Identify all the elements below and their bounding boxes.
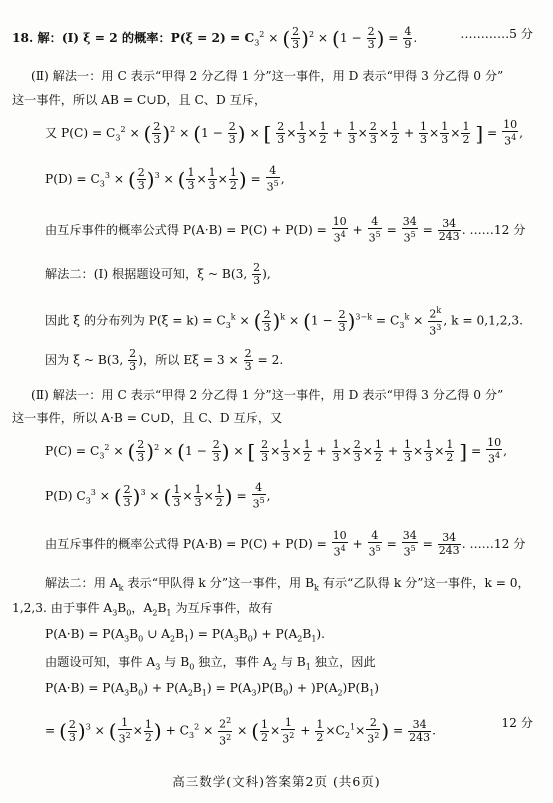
- part2-method1b-line2: 这一事件，所以 A·B = C∪D，且 C、D 互斥，又: [12, 411, 283, 425]
- pc-formula-1: 又 $P(C) = C_3^2$ × ( $\frac{2}{3}$ )$^2$ × (1 − $\frac{2}{3}$ ) × [ $\frac{2}{3}$ × $\frac{1}{3}$ × $\frac{1}{2}$ + $\frac{1}{3}$ × $\frac{2}{3}$ × $\frac{1}{2}$ + $\frac{1}{3}$ × $\frac{1}{3}$ × $\frac{1}{2}$ ] = $\frac{10}{3^4}$ ,: [45, 118, 524, 148]
- sum-formula-2: 由互斥事件的概率公式得 P(A·B) = P(C) + P(D) = $\frac{10}{3^4}$ + $\frac{4}{3^5}$ = $\frac{34}{3^5}$ = $\frac{34}{243}$ . ……12 分: [45, 529, 526, 559]
- q18-part1-line: 18. 解：(Ⅰ) ξ = 2 的概率：$P(\xi = 2) = C_3^2$ × ( $\frac{2}{3}$ )$^2$ × (1 − $\frac{2}{3}$ ) = $\frac{4}{9}$ . …………5 分: [12, 25, 533, 51]
- method2b-line2: 1,2,3. 由于事件 $A_3B_0$，$A_2B_1$ 为互斥事件，故有: [12, 601, 273, 618]
- independence-line: 由题设可知，事件 $A_3$ 与 $B_0$ 独立，事件 $A_2$ 与 $B_1$ 独立，因此: [45, 655, 376, 672]
- page-footer: 高三数学(文科)答案第2页 (共6页): [172, 774, 381, 789]
- method2b-line1: 解法二：用 $A_k$ 表示“甲队得 k 分”这一事件，用 $B_k$ 有示“乙队得 k 分”这一事件，k = 0，: [45, 576, 530, 593]
- part2-method1-line1: (Ⅱ) 解法一：用 C 表示“甲得 2 分乙得 1 分”这一事件，用 D 表示“甲得 3 分乙得 0 分”: [31, 69, 504, 83]
- score-12-c: 12 分: [501, 716, 533, 730]
- expectation-line: 因为 ξ ~ B(3, $\frac{2}{3}$ )，所以 Eξ = 3 × $\frac{2}{3}$ = 2.: [45, 347, 284, 373]
- part2-method1-line2: 这一事件，所以 AB = C∪D，且 C、D 互斥，: [12, 93, 267, 107]
- score-12-b: ……12 分: [469, 536, 526, 551]
- sum-formula-1: 由互斥事件的概率公式得 P(A·B) = P(C) + P(D) = $\frac{10}{3^4}$ + $\frac{4}{3^5}$ = $\frac{34}{3^5}$ = $\frac{34}{243}$ . ……12 分: [45, 215, 526, 245]
- pd-formula-2: P(D) $C_3^3$ × ( $\frac{2}{3}$ )$^3$ × ( $\frac{1}{3}$ × $\frac{1}{3}$ × $\frac{1}{2}$ ) = $\frac{4}{3^5}$ ,: [45, 481, 271, 511]
- part2-method1b-line1: (Ⅱ) 解法一：用 C 表示“甲得 2 分乙得 1 分”这一事件，用 D 表示“甲得 3 分乙得 0 分”: [31, 388, 504, 402]
- final-formula: = ( $\frac{2}{3}$ )$^3$ × ( $\frac{1}{3^2}$ × $\frac{1}{2}$ ) + $C_3^2$ × $\frac{2^2}{3^2}$ × ( $\frac{1}{2}$ × $\frac{1}{3^2}$ + $\frac{1}{2}$ $\times C_2^1\times$ $\frac{2}{3^2}$ ) = $\frac{34}{243}$ . 12 分: [45, 715, 533, 748]
- score-12-a: ……12 分: [469, 222, 526, 237]
- method2-binomial: 解法二：(Ⅰ) 根据题设可知，ξ ~ B(3, $\frac{2}{3}$ ),: [45, 261, 271, 287]
- score-5: …………5 分: [460, 27, 533, 41]
- pab-formula-1: $P(A\cdot B) = P(A_3B_0$ ∪ $A_2B_1) = P(A_3B_0) + P(A_2B_1)$.: [45, 627, 326, 644]
- distribution-line: 因此 ξ 的分布列为 $P(\xi = k) = C_3^k$ × ( $\frac{2}{3}$ )$^k$ × (1 − $\frac{2}{3}$ )$^{3-k} = C_3^k$ × $\frac{2^k}{3^3}$ , k = 0,1,2,3.: [45, 306, 523, 338]
- pab-formula-2: $P(A\cdot B) = P(A_3B_0) + P(A_2B_1) = P(A_3)P(B_0) + )P(A_2)P(B_1)$: [45, 681, 380, 698]
- pc-formula-2: $P(C) = C_3^2$ × ( $\frac{2}{3}$ )$^2$ × (1 − $\frac{2}{3}$ ) × [ $\frac{2}{3}$ × $\frac{1}{3}$ × $\frac{1}{2}$ + $\frac{1}{3}$ × $\frac{2}{3}$ × $\frac{1}{2}$ + $\frac{1}{3}$ × $\frac{1}{3}$ × $\frac{1}{2}$ ] = $\frac{10}{3^4}$ ,: [45, 436, 507, 466]
- pd-formula-1: $P(D) = C_3^3$ × ( $\frac{2}{3}$ )$^3$ × ( $\frac{1}{3}$ × $\frac{1}{3}$ × $\frac{1}{2}$ ) = $\frac{4}{3^5}$ ,: [45, 164, 285, 194]
